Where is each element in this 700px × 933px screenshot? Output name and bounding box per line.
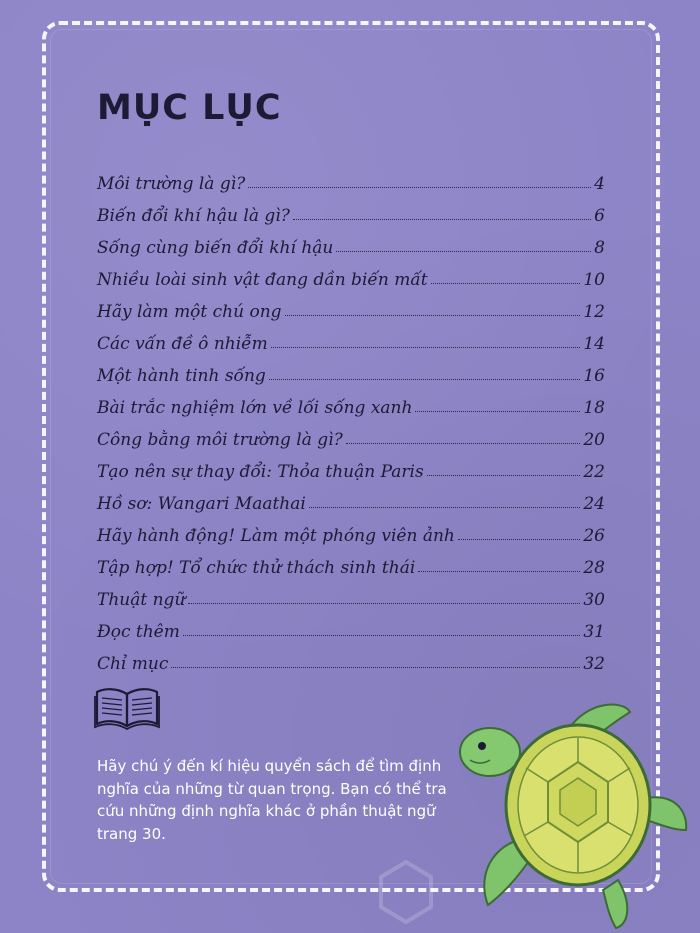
- toc-page-number: 20: [583, 430, 605, 450]
- toc-page-number: 31: [583, 622, 605, 642]
- toc-label: Hãy hành động! Làm một phóng viên ảnh: [97, 526, 455, 546]
- toc-label: Các vấn đề ô nhiễm: [97, 334, 268, 354]
- toc-row: [97, 610, 605, 642]
- toc-label: Biến đổi khí hậu là gì?: [97, 206, 290, 226]
- toc-leader-dots: [171, 667, 580, 668]
- toc-page-number: 18: [583, 398, 605, 418]
- toc-row: [97, 290, 605, 322]
- toc-leader-dots: [269, 379, 581, 380]
- toc-leader-dots: [458, 539, 580, 540]
- toc-label: Hồ sơ: Wangari Maathai: [97, 494, 306, 514]
- toc-label: Thuật ngữ: [97, 590, 186, 610]
- toc-page-number: 32: [583, 654, 605, 674]
- toc-page-number: 12: [583, 302, 605, 322]
- toc-row: [97, 354, 605, 386]
- toc-page-number: 10: [583, 270, 605, 290]
- toc-page-number: 26: [583, 526, 605, 546]
- toc-row: [97, 258, 605, 290]
- toc-page-number: 22: [583, 462, 605, 482]
- toc-label: Một hành tinh sống: [97, 366, 266, 386]
- toc-label: Công bằng môi trường là gì?: [97, 430, 343, 450]
- toc-leader-dots: [271, 347, 581, 348]
- toc-row: [97, 578, 605, 610]
- definition-note: Hãy chú ý đến kí hiệu quyển sách để tìm định nghĩa của những từ quan trọng. Bạn có thể tra cứu những định nghĩa khác ở phần thuật ngữ trang 30.: [97, 757, 447, 843]
- toc-leader-dots: [188, 603, 580, 604]
- toc-label: Nhiều loài sinh vật đang dần biến mất: [97, 270, 428, 290]
- open-book-icon: [93, 686, 161, 730]
- toc-row: [97, 482, 605, 514]
- toc-page-number: 16: [583, 366, 605, 386]
- toc-row: [97, 162, 605, 194]
- toc-leader-dots: [285, 315, 581, 316]
- toc-label: Bài trắc nghiệm lớn về lối sống xanh: [97, 398, 413, 418]
- toc-label: Chỉ mục: [97, 654, 169, 674]
- toc-label: Tập hợp! Tổ chức thử thách sinh thái: [97, 558, 416, 578]
- toc-leader-dots: [293, 219, 591, 220]
- toc-page-number: 4: [594, 174, 605, 194]
- toc-label: Tạo nên sự thay đổi: Thỏa thuận Paris: [97, 462, 424, 482]
- toc-leader-dots: [183, 635, 581, 636]
- toc-label: Sống cùng biến đổi khí hậu: [97, 238, 334, 258]
- toc-leader-dots: [427, 475, 581, 476]
- toc-leader-dots: [415, 411, 580, 412]
- toc-label: Môi trường là gì?: [97, 174, 246, 194]
- toc-row: [97, 226, 605, 258]
- toc-row: [97, 418, 605, 450]
- toc-leader-dots: [431, 283, 581, 284]
- toc-row: [97, 386, 605, 418]
- toc-label: Đọc thêm: [97, 622, 180, 642]
- toc-leader-dots: [336, 251, 591, 252]
- toc-label: Hãy làm một chú ong: [97, 302, 282, 322]
- watermark-logo: [376, 852, 696, 932]
- page-title: MỤC LỤC: [97, 88, 282, 128]
- toc-page-number: 14: [583, 334, 605, 354]
- toc-row: [97, 642, 605, 674]
- toc-page-number: 6: [594, 206, 605, 226]
- toc-leader-dots: [309, 507, 581, 508]
- toc-page-number: 28: [583, 558, 605, 578]
- toc-row: [97, 194, 605, 226]
- toc-page-number: 24: [583, 494, 605, 514]
- toc-row: [97, 546, 605, 578]
- toc-leader-dots: [346, 443, 581, 444]
- toc-row: [97, 322, 605, 354]
- toc-leader-dots: [418, 571, 580, 572]
- toc-leader-dots: [248, 187, 591, 188]
- toc-row: [97, 514, 605, 546]
- table-of-contents: [97, 162, 605, 674]
- toc-row: [97, 450, 605, 482]
- toc-page-number: 30: [583, 590, 605, 610]
- toc-page-number: 8: [594, 238, 605, 258]
